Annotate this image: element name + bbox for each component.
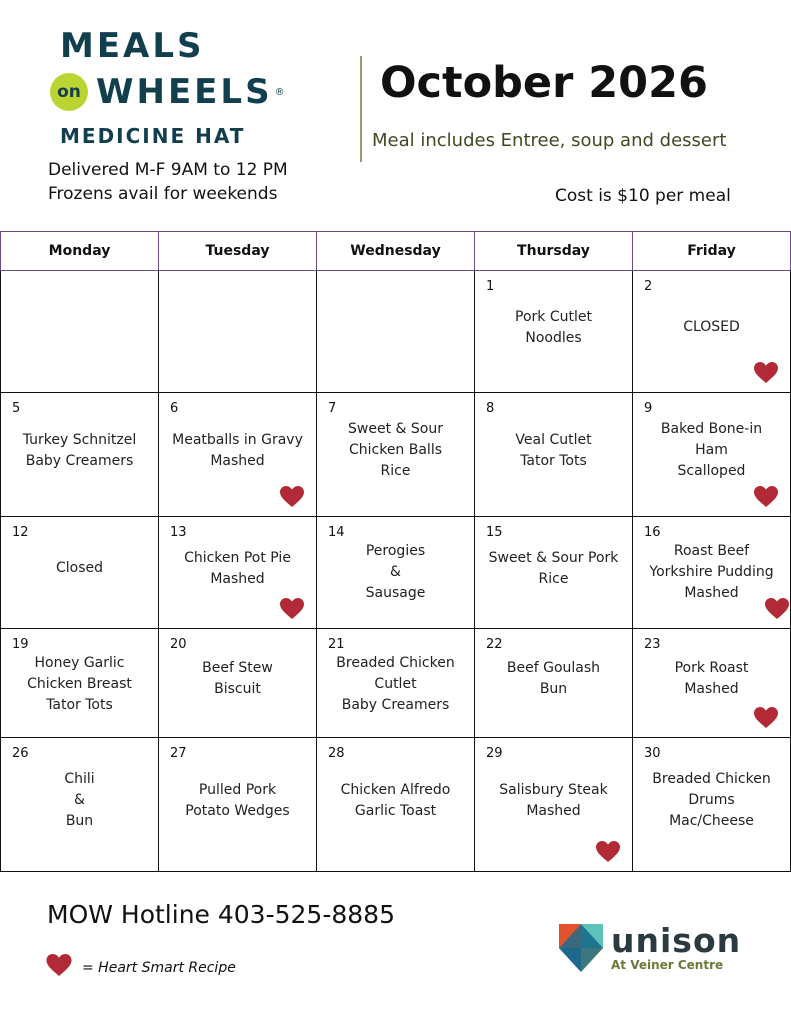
calendar-day-cell	[633, 271, 791, 393]
calendar-day-cell	[475, 271, 633, 393]
day-number: 12	[12, 525, 29, 540]
weekday-header-thursday: Thursday	[475, 232, 633, 271]
meal-description	[159, 780, 316, 822]
unison-name: unison	[611, 921, 742, 960]
meal-line: Beef Stew	[202, 660, 273, 676]
calendar-day-cell	[475, 738, 633, 872]
meal-line: Chicken Breast	[27, 676, 132, 692]
heart-icon	[280, 486, 304, 508]
calendar-week-row	[1, 393, 791, 517]
meal-description	[159, 430, 316, 472]
day-number: 2	[644, 279, 653, 294]
meal-description	[475, 548, 632, 590]
meal-line: Veal Cutlet	[515, 432, 592, 448]
calendar-day-cell	[159, 271, 317, 393]
heart-icon	[754, 707, 778, 729]
unison-logo	[557, 922, 741, 974]
heart-icon	[754, 362, 778, 384]
meal-line: Sausage	[365, 585, 426, 601]
meal-line: Baked Bone-in	[660, 421, 763, 437]
meal-line: Mashed	[684, 585, 739, 601]
meal-description	[475, 307, 632, 349]
meal-line: Honey Garlic	[34, 655, 125, 671]
calendar-day-cell	[317, 393, 475, 517]
meal-includes-note: Meal includes Entree, soup and dessert	[372, 130, 727, 151]
calendar-day-cell	[159, 393, 317, 517]
logo-wheels-row	[50, 72, 285, 112]
meal-line: Turkey Schnitzel	[22, 432, 137, 448]
meal-line: Meatballs in Gravy	[172, 432, 303, 448]
calendar-day-cell	[1, 393, 159, 517]
meal-description	[159, 548, 316, 590]
calendar-day-cell	[475, 393, 633, 517]
meal-description	[633, 658, 790, 700]
meal-line: Chicken Pot Pie	[184, 550, 291, 566]
day-number: 6	[170, 401, 179, 416]
day-number: 8	[486, 401, 495, 416]
meal-description	[317, 419, 474, 482]
meal-line: Pulled Pork	[198, 782, 277, 798]
meal-line: Chicken Balls	[348, 442, 443, 458]
calendar-day-cell	[1, 271, 159, 393]
meal-description	[633, 419, 790, 482]
day-number: 7	[328, 401, 337, 416]
weekday-header-wednesday: Wednesday	[317, 232, 475, 271]
meal-line: &	[390, 564, 401, 580]
day-number: 27	[170, 746, 187, 761]
calendar-day-cell	[317, 271, 475, 393]
calendar-day-cell	[1, 629, 159, 738]
day-number: 29	[486, 746, 503, 761]
calendar-day-cell	[633, 517, 791, 629]
meal-line: Noodles	[525, 330, 582, 346]
logo-on-badge: on	[50, 73, 88, 111]
calendar-day-cell	[633, 393, 791, 517]
calendar-week-row	[1, 517, 791, 629]
meal-line: Pork Roast	[674, 660, 749, 676]
meal-line: CLOSED	[683, 319, 740, 335]
meal-description	[475, 658, 632, 700]
day-number: 26	[12, 746, 29, 761]
day-number: 9	[644, 401, 653, 416]
logo-wheels-text: WHEELS	[96, 72, 273, 112]
heart-legend	[46, 954, 236, 981]
meal-line: Pork Cutlet	[515, 309, 592, 325]
calendar-day-cell	[159, 629, 317, 738]
meal-line: Chicken Alfredo	[340, 782, 451, 798]
meal-line: Chili	[64, 771, 95, 787]
meal-line: Bun	[539, 681, 568, 697]
day-number: 15	[486, 525, 503, 540]
delivery-line-1: Delivered M-F 9AM to 12 PM	[48, 160, 288, 180]
meal-line: Breaded Chicken	[336, 655, 455, 671]
unison-logo-icon	[557, 922, 605, 974]
meal-description	[317, 541, 474, 604]
delivery-info	[48, 158, 288, 206]
meal-line: Biscuit	[214, 681, 261, 697]
meal-line: Mashed	[210, 571, 265, 587]
calendar-week-row	[1, 738, 791, 872]
meal-line: Scalloped	[677, 463, 746, 479]
meal-line: &	[74, 792, 85, 808]
day-number: 23	[644, 637, 661, 652]
meal-line: Rice	[380, 463, 411, 479]
day-number: 14	[328, 525, 345, 540]
calendar-week-row	[1, 629, 791, 738]
heart-legend-text: = Heart Smart Recipe	[82, 959, 236, 976]
meal-description	[633, 769, 790, 832]
day-number: 20	[170, 637, 187, 652]
day-number: 28	[328, 746, 345, 761]
meal-line: Closed	[55, 560, 104, 576]
calendar-day-cell	[1, 517, 159, 629]
meal-description	[1, 653, 158, 716]
day-number: 22	[486, 637, 503, 652]
calendar-day-cell	[317, 629, 475, 738]
weekday-header-tuesday: Tuesday	[159, 232, 317, 271]
meal-line: Beef Goulash	[506, 660, 601, 676]
meal-description	[317, 653, 474, 716]
heart-icon	[596, 841, 620, 863]
weekday-header-row	[1, 232, 791, 271]
meal-description	[475, 780, 632, 822]
meal-description	[475, 430, 632, 472]
meal-line: Tator Tots	[46, 697, 113, 713]
calendar-body	[1, 271, 791, 872]
meal-calendar	[0, 231, 791, 872]
calendar-day-cell	[633, 629, 791, 738]
calendar-day-cell	[159, 738, 317, 872]
calendar-day-cell	[317, 517, 475, 629]
day-number: 16	[644, 525, 661, 540]
meal-line: Breaded Chicken	[652, 771, 771, 787]
meal-line: Yorkshire Pudding	[649, 564, 774, 580]
day-number: 5	[12, 401, 21, 416]
meal-line: Salisbury Steak	[499, 782, 608, 798]
logo-city-text: MEDICINE HAT	[60, 124, 246, 148]
day-number: 21	[328, 637, 345, 652]
calendar-day-cell	[633, 738, 791, 872]
meal-description	[1, 430, 158, 472]
meal-description	[1, 769, 158, 832]
meal-line: Mac/Cheese	[669, 813, 754, 829]
calendar-week-row	[1, 271, 791, 393]
day-number: 30	[644, 746, 661, 761]
meal-line: Sweet & Sour Pork	[488, 550, 619, 566]
meal-line: Cutlet	[374, 676, 417, 692]
meal-line: Drums	[688, 792, 735, 808]
meal-line: Rice	[538, 571, 569, 587]
meal-line: Mashed	[684, 681, 739, 697]
meal-line: Perogies	[365, 543, 426, 559]
header-divider	[360, 56, 362, 162]
delivery-line-2: Frozens avail for weekends	[48, 184, 278, 204]
calendar-day-cell	[475, 629, 633, 738]
meal-line: Roast Beef	[673, 543, 750, 559]
meal-line: Baby Creamers	[341, 697, 450, 713]
day-number: 19	[12, 637, 29, 652]
meal-description	[633, 541, 790, 604]
heart-icon	[280, 598, 304, 620]
weekday-header-monday: Monday	[1, 232, 159, 271]
meal-description	[1, 558, 158, 579]
calendar-day-cell	[317, 738, 475, 872]
meal-line: Sweet & Sour	[348, 421, 443, 437]
logo-meals-text: MEALS	[60, 26, 205, 66]
day-number: 1	[486, 279, 495, 294]
meal-line: Baby Creamers	[25, 453, 134, 469]
meal-description	[317, 780, 474, 822]
calendar-day-cell	[159, 517, 317, 629]
meal-description	[633, 317, 790, 338]
meal-line: Mashed	[210, 453, 265, 469]
unison-subtitle: At Veiner Centre	[611, 958, 724, 972]
day-number: 13	[170, 525, 187, 540]
heart-icon	[754, 486, 778, 508]
heart-icon	[46, 954, 72, 981]
meal-line: Potato Wedges	[185, 803, 290, 819]
logo-registered-mark: ®	[274, 86, 285, 98]
meal-line: Bun	[65, 813, 94, 829]
hotline-text: MOW Hotline 403-525-8885	[47, 900, 395, 929]
heart-icon	[765, 598, 789, 620]
meal-line: Mashed	[526, 803, 581, 819]
meal-line: Garlic Toast	[354, 803, 437, 819]
meal-cost-note: Cost is $10 per meal	[555, 186, 731, 206]
calendar-day-cell	[475, 517, 633, 629]
meal-line: Ham	[695, 442, 728, 458]
month-title: October 2026	[380, 58, 708, 108]
meal-description	[159, 658, 316, 700]
meal-line: Tator Tots	[520, 453, 587, 469]
calendar-day-cell	[1, 738, 159, 872]
weekday-header-friday: Friday	[633, 232, 791, 271]
